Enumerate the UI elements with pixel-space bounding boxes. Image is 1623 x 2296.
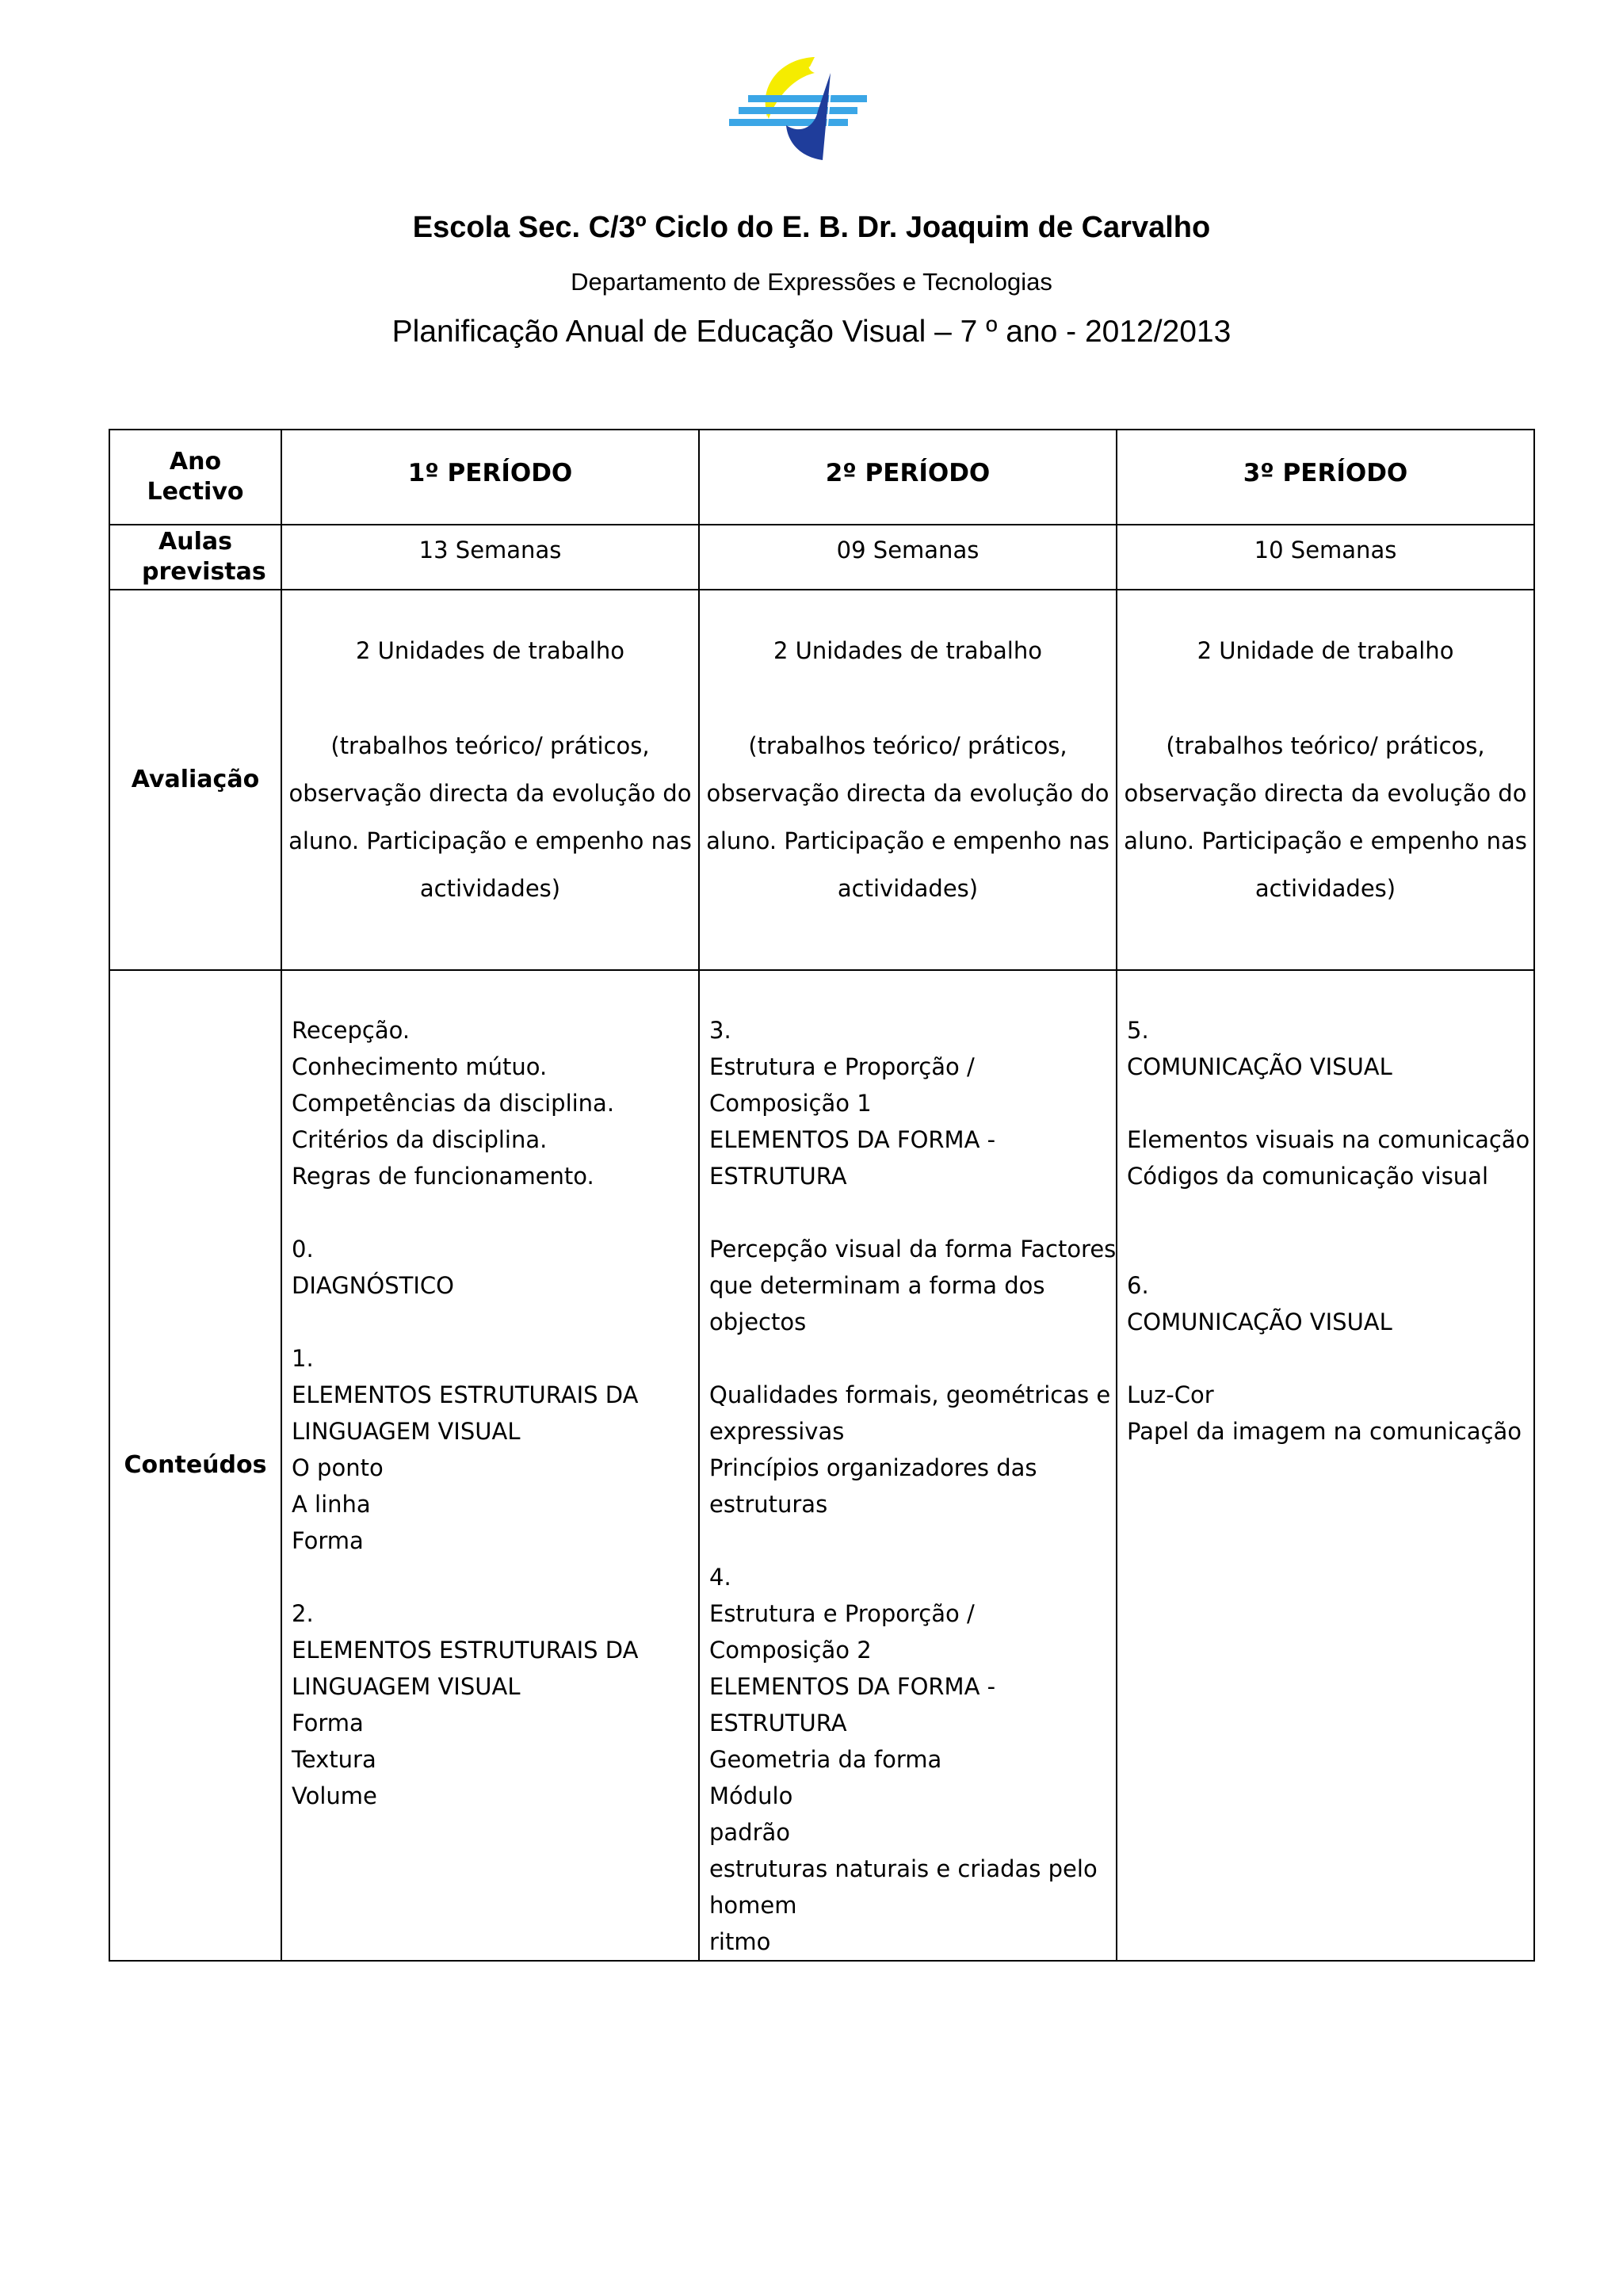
period-1-avaliacao	[281, 590, 699, 970]
list-item	[1127, 1231, 1526, 1267]
list-item: Módulo	[709, 1782, 793, 1809]
list-item: Composição 2	[709, 1637, 872, 1664]
list-item: padrão	[709, 1819, 791, 1846]
list-item: Luz-Cor	[1127, 1381, 1214, 1408]
period-3-avaliacao	[1117, 590, 1534, 970]
list-item: Competências da disciplina.	[292, 1090, 615, 1117]
list-item: Percepção visual da forma Factores	[709, 1236, 1117, 1263]
list-item: estruturas	[709, 1491, 828, 1518]
list-item: 3.	[709, 1017, 731, 1044]
table-row	[109, 525, 1534, 590]
period-1-header: 1º PERÍODO	[281, 430, 699, 525]
list-item	[1127, 1085, 1526, 1121]
list-item: ELEMENTOS ESTRUTURAIS DA	[292, 1381, 639, 1408]
list-item: 6.	[1127, 1272, 1149, 1299]
list-item: 0.	[292, 1236, 314, 1263]
list-item	[292, 1194, 690, 1231]
list-item: Composição 1	[709, 1090, 872, 1117]
planning-table	[109, 429, 1535, 1962]
list-item: ESTRUTURA	[709, 1710, 847, 1736]
list-item	[292, 1559, 690, 1595]
list-item: Forma	[292, 1527, 364, 1554]
list-item: LINGUAGEM VISUAL	[292, 1418, 521, 1445]
plan-title: Planificação Anual de Educação Visual – 7 º ano - 2012/2013	[391, 315, 1232, 349]
list-item: homem	[709, 1892, 797, 1919]
list-item: ELEMENTOS DA FORMA -	[709, 1673, 996, 1700]
list-item: Estrutura e Proporção /	[709, 1600, 975, 1627]
period-2-conteudos	[699, 970, 1117, 1961]
list-item: Critérios da disciplina.	[292, 1126, 548, 1153]
aulas-previstas-label: Aulas previstas	[109, 525, 281, 590]
list-item: estruturas naturais e criadas pelo	[709, 1855, 1098, 1882]
period-2-header: 2º PERÍODO	[699, 430, 1117, 525]
list-item: 4.	[709, 1564, 731, 1591]
list-item: Elementos visuais na comunicação	[1127, 1126, 1530, 1153]
avaliacao-units: 2 Unidades de trabalho	[773, 637, 1042, 664]
list-item: ritmo	[709, 1928, 771, 1955]
period-1-aulas: 13 Semanas	[281, 525, 699, 590]
list-item: Forma	[292, 1710, 364, 1736]
list-item: Geometria da forma	[709, 1746, 942, 1773]
list-item: Conhecimento mútuo.	[292, 1053, 548, 1080]
avaliacao-description: (trabalhos teórico/ práticos, observação directa da evolução do aluno. Participação e empenho nas actividades)	[1124, 732, 1527, 902]
list-item: 5.	[1127, 1017, 1149, 1044]
department-name: Departamento de Expressões e Tecnologias	[571, 268, 1052, 296]
list-item: Regras de funcionamento.	[292, 1163, 594, 1190]
table-row	[109, 590, 1534, 970]
list-item: que determinam a forma dos	[709, 1272, 1045, 1299]
list-item	[709, 1194, 1108, 1231]
list-item: LINGUAGEM VISUAL	[292, 1673, 521, 1700]
list-item: Papel da imagem na comunicação	[1127, 1418, 1522, 1445]
list-item	[292, 1304, 690, 1340]
period-2-avaliacao	[699, 590, 1117, 970]
period-3-header: 3º PERÍODO	[1117, 430, 1534, 525]
list-item: 1.	[292, 1345, 314, 1372]
period-1-conteudos	[281, 970, 699, 1961]
avaliacao-units: 2 Unidades de trabalho	[356, 637, 624, 664]
table-row	[109, 970, 1534, 1961]
school-title: Escola Sec. C/3º Ciclo do E. B. Dr. Joaquim de Carvalho	[412, 211, 1211, 244]
list-item: Qualidades formais, geométricas e	[709, 1381, 1111, 1408]
list-item: objectos	[709, 1308, 807, 1335]
ano-lectivo-label: Ano Lectivo	[109, 430, 281, 525]
period-2-aulas: 09 Semanas	[699, 525, 1117, 590]
list-item: 2.	[292, 1600, 314, 1627]
list-item: ELEMENTOS ESTRUTURAIS DA	[292, 1637, 639, 1664]
avaliacao-description: (trabalhos teórico/ práticos, observação directa da evolução do aluno. Participação e empenho nas actividades)	[706, 732, 1109, 902]
list-item: Recepção.	[292, 1017, 411, 1044]
table-row	[109, 430, 1534, 525]
list-item	[709, 1340, 1108, 1377]
avaliacao-units: 2 Unidade de trabalho	[1197, 637, 1454, 664]
avaliacao-label: Avaliação	[109, 590, 281, 970]
list-item: ELEMENTOS DA FORMA -	[709, 1126, 996, 1153]
school-logo	[721, 55, 880, 166]
list-item: Estrutura e Proporção /	[709, 1053, 975, 1080]
list-item: Princípios organizadores das	[709, 1454, 1037, 1481]
list-item: expressivas	[709, 1418, 845, 1445]
list-item: A linha	[292, 1491, 371, 1518]
list-item: Textura	[292, 1746, 376, 1773]
conteudos-label: Conteúdos	[109, 970, 281, 1961]
list-item: DIAGNÓSTICO	[292, 1272, 454, 1299]
period-3-aulas: 10 Semanas	[1117, 525, 1534, 590]
list-item: Códigos da comunicação visual	[1127, 1163, 1489, 1190]
period-3-conteudos	[1117, 970, 1534, 1961]
list-item: Volume	[292, 1782, 377, 1809]
list-item	[1127, 1194, 1526, 1231]
list-item: ESTRUTURA	[709, 1163, 847, 1190]
list-item	[1127, 1340, 1526, 1377]
avaliacao-description: (trabalhos teórico/ práticos, observação directa da evolução do aluno. Participação e empenho nas actividades)	[288, 732, 692, 902]
list-item: COMUNICAÇÃO VISUAL	[1127, 1308, 1392, 1335]
list-item: O ponto	[292, 1454, 384, 1481]
list-item: COMUNICAÇÃO VISUAL	[1127, 1053, 1392, 1080]
list-item	[709, 1522, 1108, 1559]
